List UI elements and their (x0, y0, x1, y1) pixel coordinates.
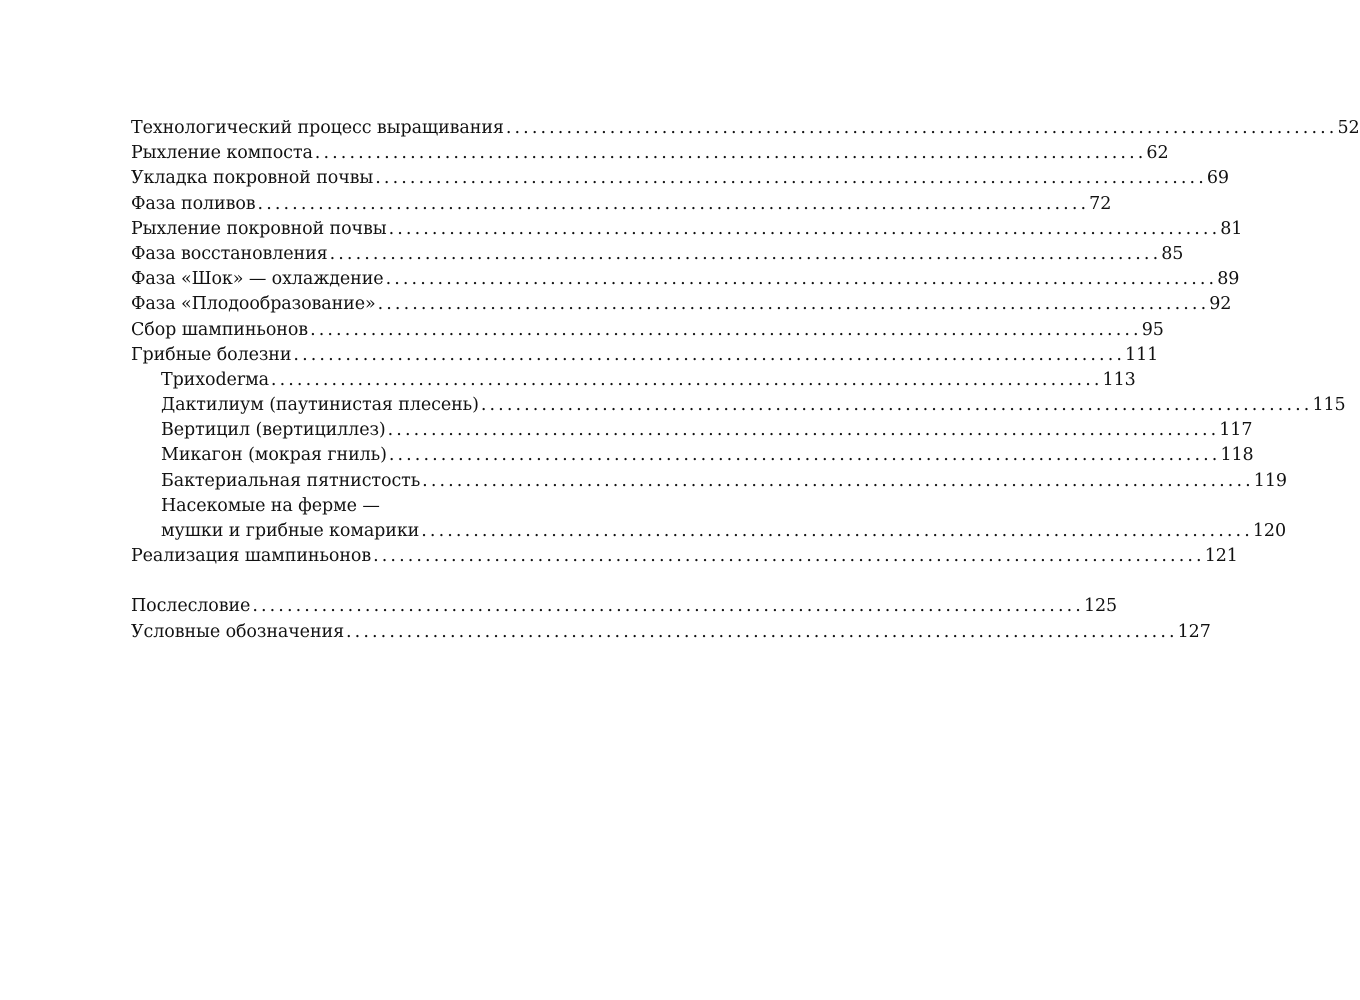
toc-entry-title: Бактериальная пятнистость (161, 470, 421, 491)
toc-dot-leader: ................................................................................................ (329, 243, 1162, 264)
toc-dot-leader: ................................................................................................ (314, 143, 1147, 164)
toc-entry (131, 594, 1118, 619)
toc-entry-title: Фаза поливов (131, 193, 256, 214)
toc-subentry (131, 418, 1253, 443)
toc-entry-page: 52 (1337, 118, 1360, 138)
toc-entry-page: 121 (1204, 546, 1238, 567)
toc-entry (131, 192, 1112, 217)
toc-entry-title: Вертицил (вертициллез) (161, 420, 386, 441)
toc-subentry (131, 469, 1287, 494)
toc-dot-leader: ................................................................................................ (257, 193, 1090, 214)
toc-entry (131, 166, 1229, 191)
toc-entry-title: Послесловие (131, 596, 251, 617)
toc-entry-title: Рыхление покровной почвы (131, 218, 387, 239)
toc-entry-page: 95 (1141, 319, 1164, 340)
toc-dot-leader: ................................................................................................ (270, 369, 1103, 390)
toc-entry-title: Реализация шампиньонов (131, 546, 372, 567)
toc-dot-leader: ................................................................................................ (346, 621, 1178, 642)
toc-entry-title: мушки и грибные комарики (161, 521, 420, 541)
toc-subentry (131, 443, 1254, 468)
toc-dot-leader: ................................................................................................ (385, 269, 1218, 290)
toc-entry-page: 120 (1252, 521, 1286, 541)
toc-entry-title: Укладка покровной почвы (131, 168, 374, 189)
toc-subentry (131, 368, 1136, 393)
toc-entry (131, 620, 1211, 645)
toc-dot-leader: ................................................................................................ (375, 168, 1207, 189)
toc-entry-title: Грибные болезни (131, 344, 292, 365)
toc-entry-page: 72 (1089, 193, 1112, 214)
toc-entry (131, 544, 1238, 569)
toc-dot-leader: ................................................................................................ (421, 521, 1253, 541)
toc-entry (131, 116, 1360, 141)
toc-dot-leader: ................................................................................................ (387, 420, 1220, 441)
toc-subentry-first-line (131, 494, 701, 519)
toc-entry (131, 242, 1184, 267)
toc-entry-page: 117 (1219, 420, 1253, 441)
toc-entry-title: Микагон (мокрая гниль) (161, 445, 387, 466)
toc-entry-title: Фаза восстановления (131, 243, 328, 264)
toc-subentry-continuation (131, 519, 1286, 544)
toc-dot-leader: ................................................................................................ (293, 344, 1126, 365)
toc-dot-leader: ................................................................................................ (388, 218, 1221, 239)
toc-dot-leader: ................................................................................................ (377, 294, 1210, 315)
toc-entry-page: 69 (1206, 168, 1229, 189)
toc-dot-leader: ................................................................................................ (422, 470, 1254, 491)
toc-entry-page: 81 (1220, 218, 1243, 239)
toc-entry-title: Сбор шампиньонов (131, 319, 309, 340)
toc-entry-title: Насекомые на ферме — (161, 495, 380, 516)
toc-entry-title: Условные обозначения (131, 621, 345, 642)
toc-entry (131, 343, 1159, 368)
toc-entry-page: 118 (1220, 445, 1254, 466)
toc-entry (131, 217, 1243, 242)
toc-entry-page: 115 (1312, 395, 1346, 416)
toc-dot-leader: ................................................................................................ (373, 546, 1205, 567)
toc-subentry (131, 393, 1346, 418)
toc-entry (131, 267, 1240, 292)
toc-entry (131, 292, 1232, 317)
toc-entry-title: Фаза «Плодообразование» (131, 294, 376, 315)
toc-entry-page: 125 (1083, 596, 1118, 617)
toc-entry-title: Трихоderма (161, 369, 269, 390)
toc-entry (131, 141, 1169, 166)
toc-entry-page: 62 (1146, 143, 1169, 164)
table-of-contents (131, 116, 1360, 645)
toc-entry-title: Технологический процесс выращивания (131, 118, 504, 138)
toc-entry (131, 318, 1164, 343)
toc-entry-title: Рыхление компоста (131, 143, 313, 164)
toc-entry-page: 85 (1161, 243, 1184, 264)
toc-entry-page: 119 (1253, 470, 1287, 491)
toc-dot-leader: ................................................................................................ (505, 118, 1338, 138)
toc-entry-page: 127 (1177, 621, 1211, 642)
toc-entry-page: 89 (1217, 269, 1240, 290)
toc-dot-leader: ................................................................................................ (252, 596, 1084, 617)
toc-dot-leader: ................................................................................................ (480, 395, 1313, 416)
toc-entry-page: 111 (1125, 344, 1159, 365)
toc-entry-page: 92 (1209, 294, 1232, 315)
toc-dot-leader: ................................................................................................ (388, 445, 1221, 466)
toc-entry-title: Дактилиум (паутинистая плесень) (161, 395, 479, 416)
toc-entry-page: 113 (1102, 369, 1136, 390)
toc-dot-leader: ................................................................................................ (310, 319, 1142, 340)
toc-entry-title: Фаза «Шок» — охлаждение (131, 269, 384, 290)
